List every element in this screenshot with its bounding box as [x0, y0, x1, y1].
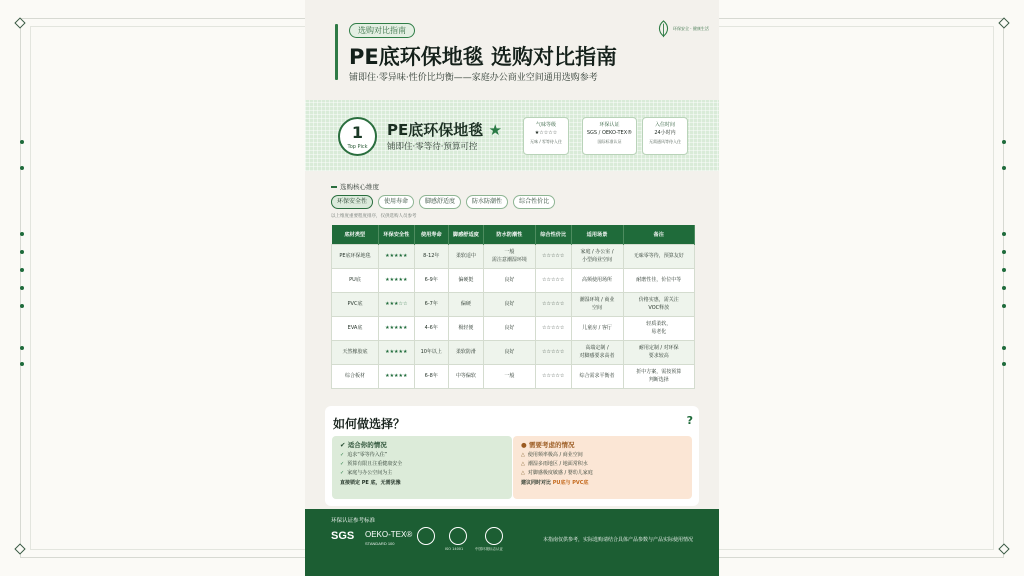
- feature-value: ★☆☆☆☆: [534, 130, 558, 136]
- side-dot: [1002, 286, 1006, 290]
- suitable-conclusion-suffix: 无需犹豫: [380, 480, 401, 486]
- table-header: 脚感舒适度: [448, 225, 483, 244]
- star-icon: ★: [488, 121, 502, 139]
- criteria-chips: [331, 195, 555, 209]
- feature-note: 国际标准认证: [597, 139, 622, 144]
- footer-note: 本指南仅供参考，实际选购请结合具体产品参数与产品实际使用情况: [542, 537, 693, 543]
- table-row: [332, 244, 695, 268]
- side-dot: [1002, 304, 1006, 308]
- table-cell: 4-6年: [414, 316, 448, 340]
- feature-label: 环保认证: [599, 122, 620, 128]
- rank-badge: [338, 117, 377, 156]
- table-cell: 耐用定制 / 对环保 要求较高: [623, 340, 695, 364]
- consider-item: [521, 451, 684, 460]
- eco-logo: [657, 20, 709, 38]
- table-cell: 高端定制 / 对脚感要求高者: [571, 340, 623, 364]
- table-cell: 家庭 / 办公室 / 小型商业空间: [571, 244, 623, 268]
- table-row: [332, 292, 695, 316]
- suitable-item: [340, 460, 504, 469]
- table-header: 综合性价比: [535, 225, 571, 244]
- table-cell: 潮湿环境 / 商业 空间: [571, 292, 623, 316]
- feature-card-odor: [523, 117, 569, 155]
- china-eco-label-text: 中国环境标志认证: [475, 547, 503, 551]
- table-cell: 中等偏软: [448, 364, 483, 388]
- footer-band: [305, 509, 719, 576]
- rank-label: Top Pick: [347, 144, 368, 150]
- feature-value: SGS / OEKO-TEX®: [586, 130, 633, 136]
- table-cell: ☆☆☆☆☆: [535, 244, 571, 268]
- table-cell: 综合板材: [332, 364, 379, 388]
- poster: [305, 0, 719, 576]
- side-dot: [1002, 362, 1006, 366]
- table-cell: 偏硬: [448, 292, 483, 316]
- table-cell: ☆☆☆☆☆: [535, 292, 571, 316]
- suitable-item-text: 追求“零等待入住”: [347, 452, 388, 458]
- hero-title-text: PE底环保地毯: [387, 121, 484, 139]
- table-cell: 10年以上: [414, 340, 448, 364]
- table-header: 使用寿命: [414, 225, 448, 244]
- oeko-tex-text: OEKO-TEX®: [365, 530, 413, 539]
- oeko-tex-logo: [365, 530, 412, 546]
- choose-panel: [325, 406, 699, 506]
- table-cell: 价格实惠，需关注 VOC释放: [623, 292, 695, 316]
- table-cell: 轻质柔软， 易老化: [623, 316, 695, 340]
- side-dot: [1002, 166, 1006, 170]
- side-dot: [20, 166, 24, 170]
- table-cell: 一般 需注意潮湿环境: [483, 244, 535, 268]
- table-cell: 6-9年: [414, 268, 448, 292]
- suitable-item: [340, 469, 504, 478]
- side-dot: [20, 286, 24, 290]
- consider-item-text: 使用频率极高 / 商业空间: [527, 452, 583, 458]
- table-cell: ★★★★★: [379, 244, 415, 268]
- consider-conclusion: [521, 478, 684, 488]
- suitable-heading: [340, 440, 504, 449]
- table-cell: ☆☆☆☆☆: [535, 268, 571, 292]
- eco-seal-icon: [417, 527, 435, 545]
- oeko-tex-sub: STANDARD 100: [365, 541, 395, 546]
- table-cell: 良好: [483, 340, 535, 364]
- side-dot: [1002, 232, 1006, 236]
- warning-icon: △: [521, 461, 525, 467]
- warning-icon: △: [521, 452, 525, 458]
- table-header-row: [332, 225, 695, 244]
- table-cell: ★★★★★: [379, 340, 415, 364]
- side-dot: [1002, 250, 1006, 254]
- table-cell: PU底: [332, 268, 379, 292]
- warning-icon: △: [521, 470, 525, 476]
- consider-item-text: 对脚感极度敏感 / 婴幼儿家庭: [527, 470, 593, 476]
- table-row: [332, 340, 695, 364]
- suitable-item-text: 家庭与办公空间为主: [347, 470, 393, 476]
- feature-label: 气味等级: [535, 122, 556, 128]
- suitable-heading-text: 适合你的情况: [347, 441, 387, 449]
- consider-conclusion-prefix: 建议同时对比: [521, 480, 553, 486]
- side-dot: [20, 250, 24, 254]
- consider-item: [521, 460, 684, 469]
- table-cell: 6-8年: [414, 364, 448, 388]
- table-cell: 良好: [483, 268, 535, 292]
- sgs-logo: SGS: [331, 530, 355, 542]
- table-header: 适用场景: [571, 225, 623, 244]
- chip-eco-safety[interactable]: 环保安全性: [331, 195, 373, 209]
- leaf-icon: [657, 20, 670, 38]
- feature-card-cert: [582, 117, 637, 155]
- criteria-note: 以上维度重要程度排序，仅供选购人员参考: [331, 214, 417, 219]
- side-dot: [20, 362, 24, 366]
- criteria-label: 选购核心维度: [331, 182, 379, 191]
- consider-heading-text: 需要考虑的情况: [528, 441, 575, 449]
- side-dot: [1002, 268, 1006, 272]
- question-icon: ?: [686, 414, 693, 427]
- consider-box: [513, 436, 692, 499]
- page-subtitle: 铺即住·零异味·性价比均衡——家庭办公商业空间通用选购参考: [349, 73, 598, 83]
- hero-title: [387, 119, 502, 140]
- table-cell: 高频使用场所: [571, 268, 623, 292]
- feature-value: 24小时内: [654, 130, 676, 136]
- table-cell: 6-7年: [414, 292, 448, 316]
- table-cell: 良好: [483, 292, 535, 316]
- suitable-box: [332, 436, 512, 499]
- side-dot: [1002, 140, 1006, 144]
- chip-waterproof[interactable]: 防水防潮性: [466, 195, 508, 209]
- chip-lifespan[interactable]: 使用寿命: [378, 195, 414, 209]
- table-cell: ☆☆☆☆☆: [535, 340, 571, 364]
- iso-seal-icon: [449, 527, 467, 545]
- side-dot: [20, 232, 24, 236]
- alert-icon: ●: [521, 441, 529, 449]
- table-row: [332, 316, 695, 340]
- table-cell: ☆☆☆☆☆: [535, 364, 571, 388]
- table-cell: 折中方案，需按预算 判断选择: [623, 364, 695, 388]
- chip-value[interactable]: 综合性价比: [513, 195, 555, 209]
- suitable-conclusion: [340, 478, 504, 488]
- table-cell: 柔软适中: [448, 244, 483, 268]
- table-header: 环保安全性: [379, 225, 415, 244]
- consider-item-text: 潮湿多雨地区 / 地面常积水: [527, 461, 588, 467]
- table-cell: ★★★★★: [379, 316, 415, 340]
- table-cell: 8-12年: [414, 244, 448, 268]
- feature-note: 无需通风等待入住: [649, 139, 681, 144]
- chip-comfort[interactable]: 脚感舒适度: [419, 195, 461, 209]
- feature-note: 无味 / 零等待入住: [530, 139, 562, 144]
- side-dot: [20, 140, 24, 144]
- feature-label: 入住时间: [654, 122, 675, 128]
- table-header: 底材类型: [332, 225, 379, 244]
- side-dot: [20, 346, 24, 350]
- suitable-conclusion-prefix: 直接锁定 PE 底，: [340, 480, 381, 486]
- hero-subtitle: 铺即住·零等待·预算可控: [387, 142, 478, 152]
- table-cell: 耐磨性佳，价位中等: [623, 268, 695, 292]
- table-cell: ★★★★★: [379, 364, 415, 388]
- side-dot: [20, 268, 24, 272]
- china-eco-label-icon: [485, 527, 503, 545]
- table-cell: 儿童房 / 客厅: [571, 316, 623, 340]
- footer-title: 环保认证参考标准: [331, 518, 376, 524]
- consider-conclusion-highlight: PU底与 PVC底: [552, 480, 589, 486]
- table-cell: ☆☆☆☆☆: [535, 316, 571, 340]
- choose-title: 如何做选择？: [333, 417, 406, 431]
- consider-item: [521, 469, 684, 478]
- table-cell: 极轻便: [448, 316, 483, 340]
- table-row: [332, 268, 695, 292]
- table-cell: 综合需求平衡者: [571, 364, 623, 388]
- suitable-item: [340, 451, 504, 460]
- suitable-item-text: 预算有限且注重健康安全: [347, 461, 403, 467]
- table-cell: ★★★☆☆: [379, 292, 415, 316]
- table-cell: PE底环保地毯: [332, 244, 379, 268]
- check-icon: ✓: [340, 470, 345, 476]
- table-cell: ★★★★★: [379, 268, 415, 292]
- iso-seal-label: ISO 14001: [445, 547, 464, 551]
- table-cell: PVC底: [332, 292, 379, 316]
- table-cell: 偏硬挺: [448, 268, 483, 292]
- consider-heading: [521, 440, 684, 449]
- side-dot: [1002, 346, 1006, 350]
- table-header: 防水防潮性: [483, 225, 535, 244]
- table-cell: 天然橡胶底: [332, 340, 379, 364]
- table-cell: 柔软防滑: [448, 340, 483, 364]
- check-icon: ✓: [340, 461, 345, 467]
- table-cell: 无味零等待，预算友好: [623, 244, 695, 268]
- rank-number: 1: [351, 123, 364, 142]
- table-cell: 良好: [483, 316, 535, 340]
- comparison-table: [331, 225, 695, 389]
- table-header: 备注: [623, 225, 695, 244]
- table-cell: EVA底: [332, 316, 379, 340]
- check-circle-icon: ✔: [340, 441, 348, 449]
- table-cell: 一般: [483, 364, 535, 388]
- eco-logo-text: 环保安全 · 健康生活: [673, 26, 709, 31]
- guide-tag: 选购对比指南: [349, 23, 415, 38]
- page-title: PE底环保地毯 选购对比指南: [349, 45, 618, 69]
- feature-card-time: [642, 117, 688, 155]
- side-dot: [20, 304, 24, 308]
- check-icon: ✓: [340, 452, 345, 458]
- title-accent-bar: [335, 24, 338, 80]
- table-row: [332, 364, 695, 388]
